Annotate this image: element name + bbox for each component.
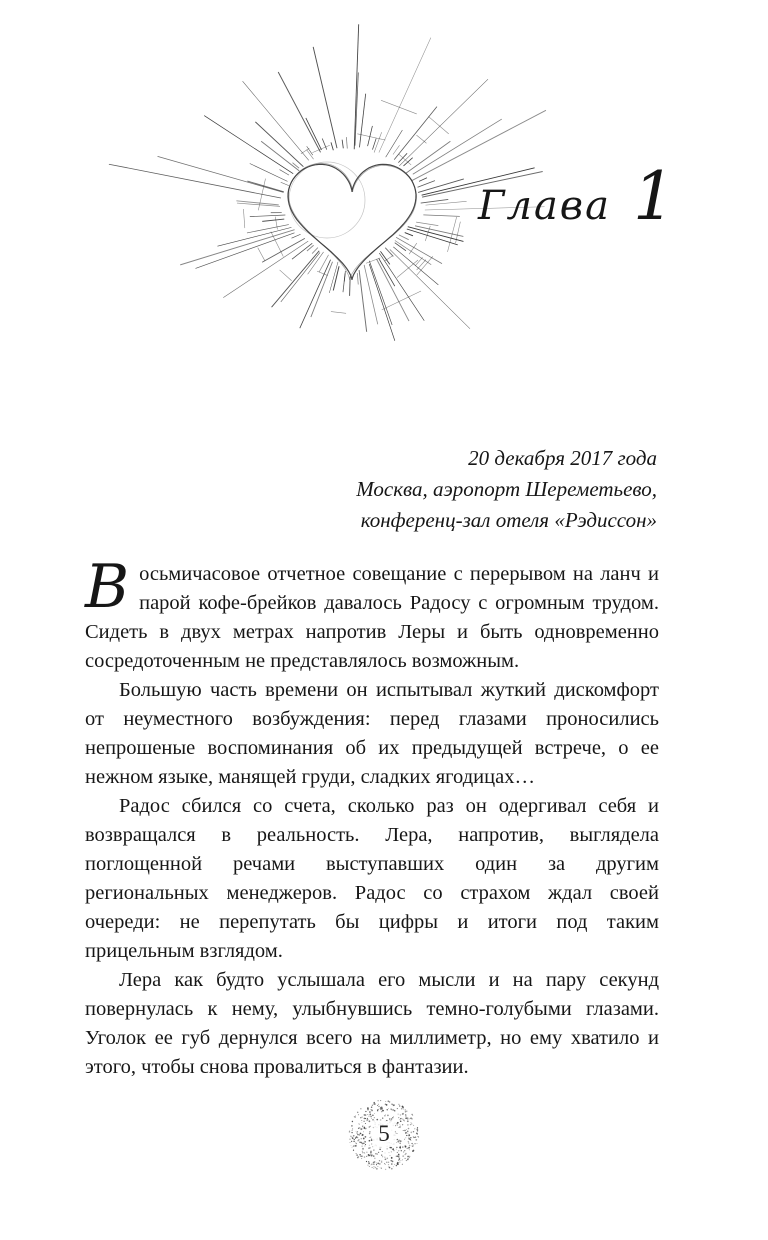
paragraph-4: Лера как будто услышала его мысли и на пару секунд повернулась к нему, улыбнувшись темно-голубыми глазами. Уголок ее губ дернулся всего на миллиметр, но ему хватило и этого, чтобы снова провалиться в фантазии. bbox=[85, 969, 659, 1078]
paragraph-3: Радос сбился со счета, сколько раз он одергивал себя и возвращался в реальность. Лера, напротив, выглядела поглощенной речами выступавших один за другим региональных менеджеров. Радос со страхом ждал своей очереди: не перепутать бы цифры и итоги под таким прицельным взглядом. bbox=[85, 795, 659, 962]
drop-cap: В bbox=[85, 552, 130, 622]
chapter-number: 1 bbox=[632, 158, 675, 235]
body-text bbox=[85, 552, 659, 1082]
dateline-line-3: конференц-зал отеля «Рэдиссон» bbox=[360, 508, 657, 532]
paragraph-1-text: осьмичасовое отчетное совещание с перерывом на ланч и парой кофе-брейков давалось Радосу с огромным трудом. Сидеть в двух метрах напротив Леры и быть одновременно сосредоточенным не представлялось возможным. bbox=[85, 563, 659, 672]
page-footer bbox=[0, 1099, 768, 1171]
stipple-dot-ornament-icon bbox=[348, 1099, 420, 1171]
page-number: 5 bbox=[373, 1121, 395, 1147]
dateline-line-2: Москва, аэропорт Шереметьево, bbox=[356, 477, 657, 501]
paragraph-2: Большую часть времени он испытывал жуткий дискомфорт от неуместного возбуждения: перед глазами проносились непрошеные воспоминания об их предыдущей встрече, о ее нежном языке, манящей груди, сладких ягодицах… bbox=[85, 679, 659, 788]
dateline bbox=[85, 443, 657, 536]
dateline-line-1: 20 декабря 2017 года bbox=[468, 446, 657, 470]
paragraph-1 bbox=[85, 552, 659, 676]
shattered-glass-heart-icon bbox=[182, 70, 562, 370]
chapter-label: Глава bbox=[478, 183, 611, 229]
